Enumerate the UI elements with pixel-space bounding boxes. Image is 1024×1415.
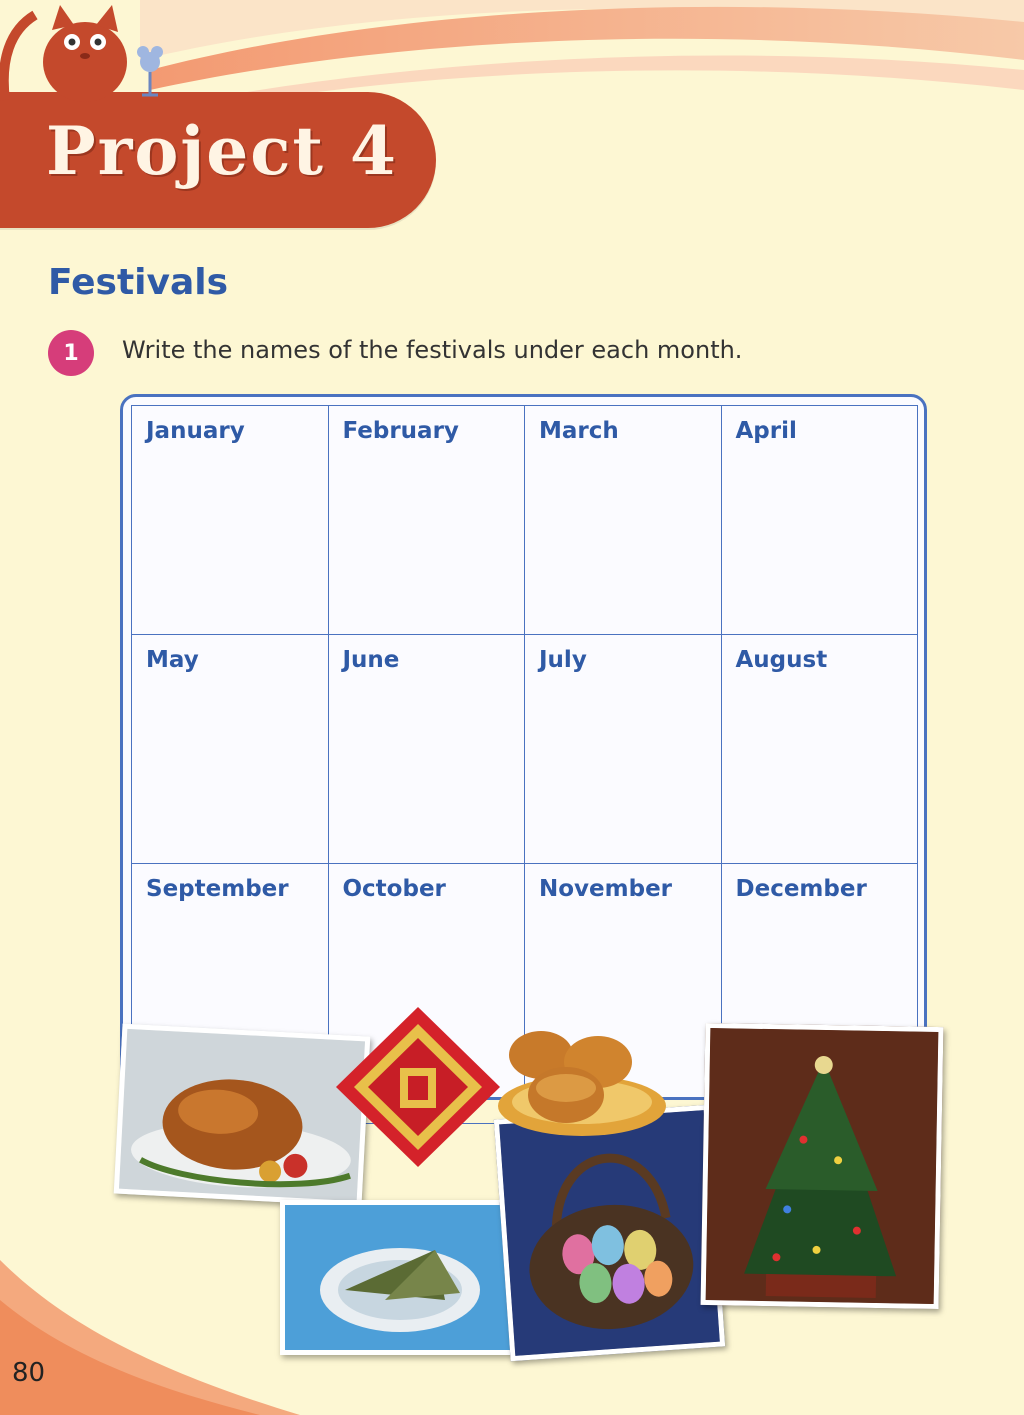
- step-number-badge: 1: [48, 330, 94, 376]
- month-label: January: [146, 418, 245, 444]
- month-cell-january[interactable]: [132, 406, 329, 635]
- month-label: April: [735, 418, 797, 444]
- month-label: July: [539, 647, 587, 673]
- bottom-corner-swoosh: [0, 1260, 300, 1415]
- month-label: May: [146, 647, 199, 673]
- month-label: March: [539, 418, 619, 444]
- month-cell-may[interactable]: [132, 635, 329, 864]
- easter-eggs-basket-photo: [494, 1105, 725, 1361]
- month-label: February: [342, 418, 459, 444]
- month-cell-june[interactable]: [329, 635, 526, 864]
- month-label: June: [342, 647, 400, 673]
- page-number: 80: [12, 1358, 46, 1388]
- month-label: December: [735, 876, 867, 902]
- month-label: November: [539, 876, 673, 902]
- fu-character-decoration-photo: [330, 1002, 505, 1172]
- month-cell-april[interactable]: [722, 406, 919, 635]
- month-label: September: [146, 876, 289, 902]
- instruction-text: Write the names of the festivals under each month.: [122, 336, 743, 364]
- month-cell-august[interactable]: [722, 635, 919, 864]
- month-label: August: [735, 647, 828, 673]
- calendar-grid: [131, 405, 918, 1097]
- month-cell-february[interactable]: [329, 406, 526, 635]
- month-cell-march[interactable]: [525, 406, 722, 635]
- project-title: Project 4: [46, 112, 398, 190]
- month-label: October: [342, 876, 446, 902]
- cat-mascot-icon: [0, 0, 190, 105]
- zongzi-photo: [280, 1200, 520, 1355]
- mooncakes-photo: [486, 1010, 666, 1136]
- section-title: Festivals: [48, 262, 229, 303]
- month-cell-july[interactable]: [525, 635, 722, 864]
- christmas-tree-photo: [701, 1023, 944, 1309]
- month-calendar-table: [120, 394, 927, 1100]
